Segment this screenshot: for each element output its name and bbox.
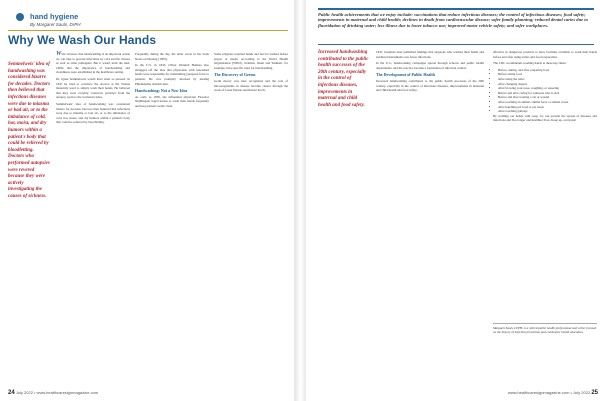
page-number: 25 <box>591 390 598 396</box>
page-number: 24 <box>8 390 15 396</box>
paragraph: The CDC recommends washing hands at these key times: <box>493 61 567 66</box>
right-page <box>306 0 600 401</box>
section-header <box>8 6 288 31</box>
list-item: • Before and after treating a cut or wound <box>498 95 597 100</box>
list-item: • After changing diapers <box>498 82 597 87</box>
pull-quote: Increased handwashing contributed to the public health successes of the 20th century, especially in the control of infectious diseases, improvements in maternal and child health and food safety. <box>318 50 369 108</box>
callout-text: Public health achievements that we enjoy include: vaccinations that reduce infectious diseases; the control of infectious diseases; food safety; improvements in maternal and child health; declines in death from cardiovascular disease; safer family planning; reduced dental caries due to fluoridation of drinking water; less illness due to lower tobacco use; improved motor vehicle safety; and safer workplaces. <box>318 12 588 28</box>
paragraph: Germ theory was later recognized and the role of microorganisms in disease became clearer through the work of Louis Pasteur and Robert Koch. <box>214 78 288 93</box>
list-item: • Before and after caring for someone who is sick <box>498 91 597 96</box>
page-footer <box>318 390 598 396</box>
list-item: • After handling pet food or pet treats <box>498 105 597 110</box>
list-item: • Before, during, and after preparing food <box>498 68 597 73</box>
paragraph: Frequently during the day, the latter wrote in her book Notes on Nursing (1859). <box>135 52 209 61</box>
list-item: • After touching garbage <box>498 109 597 114</box>
text-column-1 <box>56 52 130 127</box>
paragraph: In the U.S. in 1843, Oliver Wendell Holmes also shrugged off the idea that physicians with unwashed hands were responsible for transmitting puerperal fever to patients. He was promptly attacked by leading Philadelphia obstetricians. <box>135 63 209 86</box>
drop-cap: W <box>56 51 62 57</box>
section-label: hand hygiene <box>30 12 79 21</box>
paragraph: In the U.S., handwashing campaigns spread through schools and public health departments, and the practice became a foundation of infection control. <box>376 61 484 70</box>
text-column-1 <box>376 50 484 95</box>
byline: By Margaret Sauls, DrPH <box>30 22 81 27</box>
paragraph: Semmelweis' idea of handwashing was considered bizarre for decades. Doctors then believed that infections were due to miasma or bad air, or to the imbalance of cold, hot, moist, and dry humors within a patient's body that could be relieved by bloodletting. <box>56 101 130 125</box>
paragraph: WWe all know that handwashing is an important action we can take to prevent infections by cold and flu viruses as well as other pathogens. But it wasn't until the mid-1800s that the importance of handwashing and cleanliness were established in the healthcare setting. <box>56 51 130 75</box>
subhead: The Development of Public Health <box>376 72 435 78</box>
callout-box <box>318 8 594 45</box>
subhead: The Discovery of Germs <box>214 72 256 78</box>
paragraph: As early as 1850, the influential physician Florence Nightingale urged nurses to wash their hands frequently and keep patient rooms clean. <box>135 94 209 108</box>
article-title: Why We Wash Our Hands <box>8 33 157 47</box>
page-footer <box>8 390 288 396</box>
hand-icon <box>16 13 24 21</box>
list-item: • After using the toilet <box>498 77 597 82</box>
subhead: Handwashing: Not a New Idea <box>135 88 188 94</box>
bullet-list <box>493 68 597 114</box>
paragraph: 1847, hospitals later published findings that surgeons who washed their hands and sterilized instruments saw fewer infections. <box>376 50 484 59</box>
paragraph: Some religions required hands and feet be washed before prayer or meals. According to the World Health Organization (WHO), Judaism, Islam and Sikhism, for example, have specific rules for handwashing. <box>214 52 288 70</box>
paragraph: effective in dangerous products to have facilities available to wash their hands before and after using toilets and food preparation. <box>493 50 597 59</box>
list-item: • Before eating food <box>498 72 597 77</box>
left-page <box>0 0 294 401</box>
text-column-2 <box>493 50 597 125</box>
text-column-2 <box>135 52 209 111</box>
paragraph: By washing our hands with soap, we can prevent the spread of diseases and infections and live longer and healthier lives. Keep up, everyone! <box>493 113 597 123</box>
footer-text: www.healthcaresignmagazine.com • July 2022 <box>507 390 591 395</box>
author-bio: Margaret Sauls, DrPH, is a retired public health professional and writer focused on the history of infection prevention and community health education. <box>493 323 597 335</box>
paragraph: Dr. Ignaz Semmelweis would have been so pleased. In 1847 he tried to convince the doctors at the Vienna maternity ward to simply wash their hands. He believed that they were carrying 'cadaveric particles' from the autopsy room to the women in labor. <box>56 76 130 100</box>
pull-quote: Semmelweis' idea of handwashing was considered bizarre for decades. Doctors then believed that infectious diseases were due to miasma or bad air, or to the imbalance of cold, hot, moist, and dry humors within a patient's body that could be relieved by bloodletting. Doctors who performed autopsies were revered because they were actively investigating the causes of sickness. <box>8 62 51 199</box>
page-gutter <box>294 0 306 401</box>
paragraph: Increased handwashing contributed to the public health successes of the 20th century, especially in the control of infectious diseases, improvements in maternal and child health and food safety. <box>376 78 484 93</box>
list-item: • After touching an animal, animal feed, or animal waste <box>498 100 597 105</box>
text-column-3 <box>214 52 288 95</box>
footer-text: July 2022 • www.healthcaresignmagazine.com <box>15 390 99 395</box>
list-item: • After blowing your nose, coughing, or sneezing <box>498 86 597 91</box>
